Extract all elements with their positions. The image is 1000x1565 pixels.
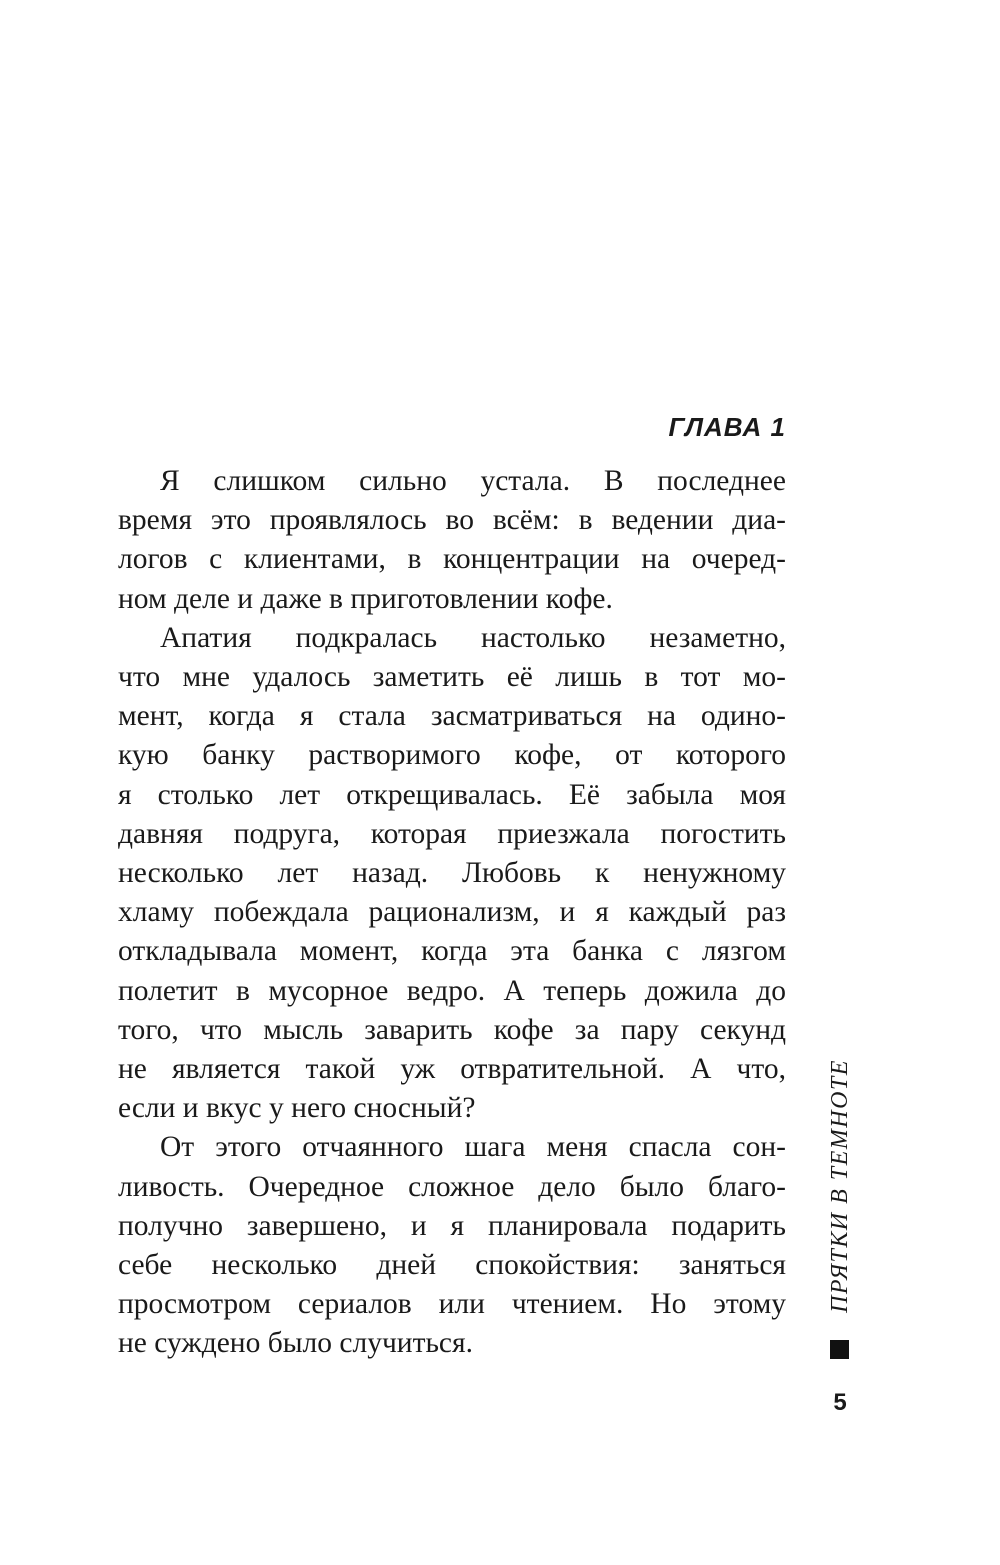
paragraph-2-line: того, что мысль заварить кофе за пару секунд: [118, 1013, 786, 1046]
chapter-heading: ГЛАВА 1: [668, 412, 786, 442]
paragraph-2-line: хламу побеждала рационализм, и я каждый раз: [118, 896, 786, 929]
paragraph-3-line: не суждено было случиться.: [118, 1327, 473, 1360]
body-text: [118, 462, 786, 1364]
paragraph-1-line: время это проявлялось во всём: в ведении диа-: [118, 504, 786, 537]
paragraph-2-line: полетит в мусорное ведро. А теперь дожила до: [118, 974, 786, 1007]
paragraph-1-line: Я слишком сильно устала. В последнее: [160, 465, 786, 497]
paragraph-3-line: просмотром сериалов или чтением. Но этому: [118, 1288, 786, 1321]
paragraph-2-line: несколько лет назад. Любовь к ненужному: [118, 857, 786, 890]
paragraph-2-line: давняя подруга, которая приезжала погостить: [118, 817, 786, 850]
page-number: 5: [833, 1389, 847, 1416]
paragraph-2-line: не является такой уж отвратительной. А что,: [118, 1053, 786, 1086]
paragraph-2-line: я столько лет открещивалась. Её забыла моя: [118, 778, 786, 811]
paragraph-3-line: От этого отчаянного шага меня спасла сон-: [160, 1131, 786, 1164]
paragraph-3-line: получно завершено, и я планировала подарить: [118, 1209, 786, 1242]
paragraph-2-line: Апатия подкралась настолько незаметно,: [160, 621, 786, 654]
square-marker-icon: [830, 1340, 849, 1359]
running-title: [820, 1050, 860, 1322]
paragraph-2-line: если и вкус у него сносный?: [118, 1092, 476, 1125]
paragraph-2-line: что мне удалось заметить её лишь в тот мо-: [118, 661, 786, 694]
paragraph-1-line: логов с клиентами, в концентрации на очеред-: [118, 543, 786, 576]
paragraph-2-line: мент, когда я стала засматриваться на одино-: [118, 700, 786, 733]
paragraph-3-line: ливость. Очередное сложное дело было благо-: [118, 1170, 786, 1203]
paragraph-2-line: откладывала момент, когда эта банка с лязгом: [118, 935, 786, 968]
paragraph-3-line: себе несколько дней спокойствия: заняться: [118, 1249, 786, 1282]
paragraph-2-line: кую банку растворимого кофе, от которого: [118, 739, 786, 772]
paragraph-1-line: ном деле и даже в приготовлении кофе.: [118, 582, 613, 615]
running-title-text: ПРЯТКИ В ТЕМНОТЕ: [827, 1059, 853, 1313]
